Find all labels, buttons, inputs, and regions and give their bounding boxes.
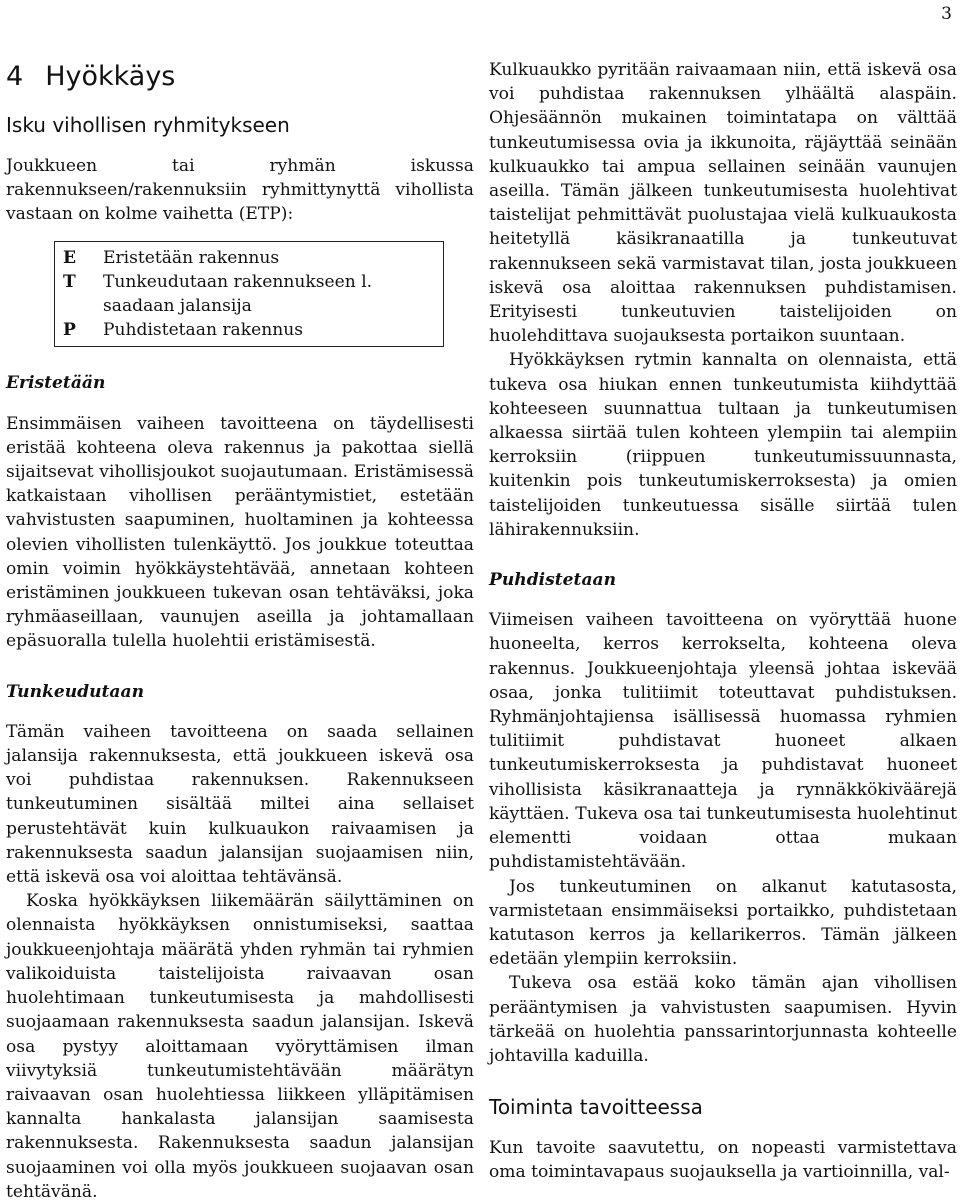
page-number: 3 — [941, 4, 952, 24]
etp-letter: E — [63, 247, 77, 268]
etp-letter: P — [63, 320, 76, 341]
chapter-title — [6, 60, 474, 94]
subsection-heading-eristetaan: Eristetään — [6, 373, 106, 394]
paragraph: Ensimmäisen vaiheen tavoitteena on täydellisesti eristää kohteena oleva rakennus ja pakottaa siellä sijaitsevat vihollisjoukot suojautumaan. Eristämisessä katkaistaan vihollisen perääntymistiet, estetään vahvistusten saapuminen, huoltaminen ja kohteessa olevien vihollisten tulenkäyttö. Jos joukkue toteuttaa omin voimin hyökkäystehtävää, annetaan kohteen eristäminen joukkueen tukevan osan tehtäväksi, joka ryhmäaseillaan, vaunujen aseilla ja johtamallaan epäsuoralla tulella huolehtii eristämisestä. — [6, 413, 474, 652]
section-title-toiminta: Toiminta tavoitteessa — [489, 1095, 703, 1120]
subsection-heading-tunkeudutaan: Tunkeudutaan — [6, 681, 145, 702]
chapter-number: 4 — [6, 61, 24, 92]
paragraph: Tukeva osa estää koko tämän ajan vihollisen perääntymisen ja vahvistusten saapumisen. Hyvin tärkeää on huolehtia panssarintorjunnasta kohteelle johtavilla kaduilla. — [489, 973, 957, 1066]
paragraph: Jos tunkeutuminen on alkanut katutasosta, varmistetaan ensimmäiseksi portaikko, puhdistetaan katutason kerros ja kellarikerros. Tämän jälkeen edetään ylempiin kerroksiin. — [489, 876, 957, 970]
right-column — [489, 58, 957, 1185]
chapter-title-text: Hyökkäys — [45, 61, 176, 92]
etp-text: Tunkeudutaan rakennukseen l. saadaan jalansija — [103, 271, 373, 317]
subsection-heading-puhdistetaan: Puhdistetaan — [489, 570, 617, 591]
etp-row-t — [63, 270, 435, 318]
etp-row-e — [63, 246, 435, 270]
paragraph: Hyökkäyksen rytmin kannalta on olennaista, että tukeva osa hiukan ennen tunkeutumista kiihdyttää kohteeseen suunnattua tultaan ja tunkeutumisen alkaessa siirtää tulen kohteen ylempiin tai alempiin kerroksiin (riippuen tunkeutumissuunnasta, kuitenkin pois tunkeutumiskerroksesta) ja omien taistelijoiden tunkeutuessa sisälle siirtää tulen lähirakennuksiin. — [489, 350, 957, 540]
intro-paragraph: Joukkueen tai ryhmän iskussa rakennukseen/rakennuksiin ryhmittynyttä vihollista vastaan on kolme vaihetta (ETP): — [6, 156, 474, 225]
paragraph: Koska hyökkäyksen liikemäärän säilyttäminen on olennaista hyökkäyksen onnistumiseksi, saattaa joukkueenjohtaja määrätä yhden ryhmän tai ryhmien valikoiduista taistelijoista raivaavan osan huolehtimaan tunkeutumisesta ja mahdollisesti suojaamaan rakennuksesta saadun jalansijan. Iskevä osa pystyy aloittamaan vyöryttämisen ilman viivytyksiä tunkeutumistehtävään määrätyn raivaavan osan huolehtiessa liikkeen ylläpitämisen kannalta hankalasta jalansijan saamisesta rakennuksesta. Rakennuksesta saadun jalansijan suojaaminen voi olla myös joukkueen suojaavan osan tehtävänä. — [6, 891, 474, 1202]
etp-text: Eristetään rakennus — [103, 247, 280, 268]
paragraph: Kun tavoite saavutettu, on nopeasti varmistettava oma toimintavapaus suojauksella ja vartioinnilla, val- — [489, 1138, 957, 1183]
paragraph: Viimeisen vaiheen tavoitteena on vyöryttää huone huoneelta, kerros kerrokselta, kohteena oleva rakennus. Joukkueenjohtaja yleensä johtaa iskevää osaa, jonka tulitiimit toteuttavat puhdistuksen. Ryhmänjohtajiensa isällisessä huomassa ryhmien tulitiimit puhdistavat huoneet alkaen tunkeutumiskerroksesta ja puhdistavat huoneet vihollisista käsikranaatteja ja rynnäkkökiväärejä käyttäen. Tukeva osa tai tunkeutumisesta huolehtinut elementti voidaan ottaa mukaan puhdistamistehtävään. — [489, 610, 957, 873]
paragraph: Tämän vaiheen tavoitteena on saada sellainen jalansija rakennuksesta, että joukkueen iskevä osa voi puhdistaa rakennuksen. Rakennukseen tunkeutuminen sisältää miltei aina sellaiset perustehtävät kuin kulkuaukon raivaamisen ja rakennuksesta saadun jalansijan suojaamisen niin, että iskevä osa voi aloittaa tehtävänsä. — [6, 721, 474, 888]
etp-text: Puhdistetaan rakennus — [103, 320, 304, 341]
section-title: Isku vihollisen ryhmitykseen — [6, 113, 290, 137]
left-column — [6, 58, 474, 1204]
paragraph: Kulkuaukko pyritään raivaamaan niin, että iskevä osa voi puhdistaa rakennuksen ylhäältä alaspäin. Ohjesäännön mukainen toimintatapa on välttää tunkeutumisessa ovia ja ikkunoita, räjäyttää seinään kulkuaukko tai ampua sellainen seinään vaunujen aseilla. Tämän jälkeen tunkeutumisesta huolehtivat taistelijat pehmittävät puolustajaa vielä kulkuaukosta heitetyllä käsikranaatilla ja tunkeutuvat rakennukseen sekä varmistavat tilan, josta joukkueen iskevä osa aloittaa rakennuksen puhdistamisen. Erityisesti tunkeutuvien taistelijoiden on huolehdittava suojauksesta portaikon suuntaan. — [489, 60, 957, 347]
etp-row-p — [63, 318, 435, 342]
etp-box — [54, 241, 444, 348]
etp-letter: T — [63, 271, 76, 292]
